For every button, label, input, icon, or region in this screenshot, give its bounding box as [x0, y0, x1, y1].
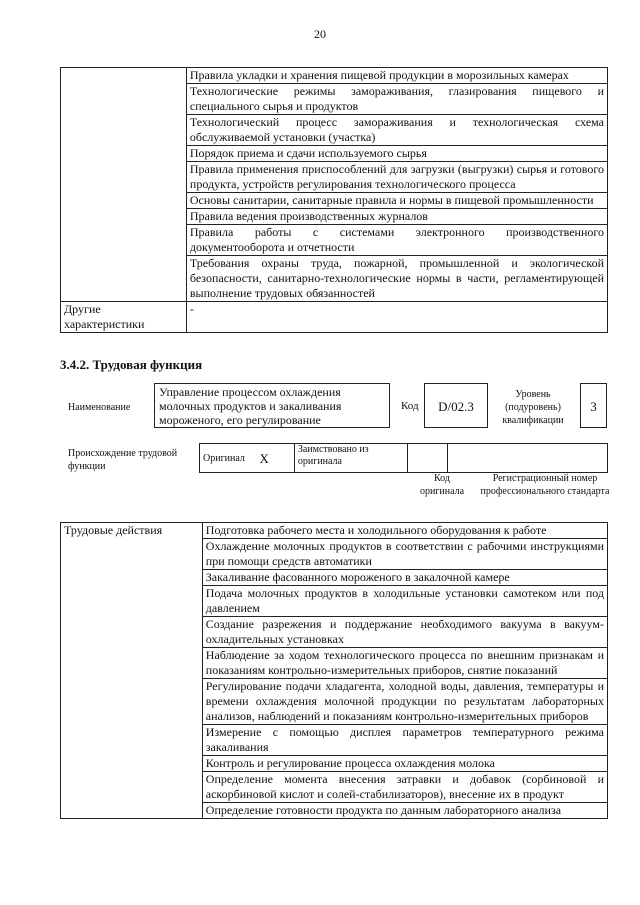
origin-label: Происхождение трудовой функции [68, 448, 178, 472]
other-characteristics-label: Другие характеристики [61, 302, 187, 333]
table-cell: Охлаждение молочных продуктов в соответствии с рабочими инструкциями при помощи средств автоматики [202, 539, 607, 570]
table-cell: Измерение с помощью дисплея параметров температурного режима закаливания [202, 725, 607, 756]
page-number: 20 [314, 27, 326, 41]
actions-label: Трудовые действия [61, 523, 203, 819]
table-cell: Регулирование подачи хладагента, холодной воды, давления, температуры и времени охлаждения молочной продукции по результатам лабораторных анализов, наблюдений и показаниям контрольно-измерительных приборов [202, 679, 607, 725]
empty-cell [407, 444, 447, 473]
table-cell: Определение момента внесения затравки и добавок (сорбиновой и аскорбиновой кислот и солей-стабилизаторов), внесение их в продукт [202, 772, 607, 803]
table-row [61, 68, 608, 84]
code-label: Код [401, 400, 419, 412]
table-cell: Правила работы с системами электронного производственного документооборота и отчетности [186, 225, 607, 256]
table-cell: Контроль и регулирование процесса охлаждения молока [202, 756, 607, 772]
empty-cell [447, 444, 607, 473]
table-row [61, 523, 608, 539]
table-cell: Требования охраны труда, пожарной, промышленной и экологической безопасности, санитарно-технологические нормы в части, регламентирующей выполнение трудовых обязанностей [186, 256, 607, 302]
borrowed-label: Заимствовано из оригинала [294, 444, 407, 473]
knowledge-table [60, 67, 608, 333]
table-cell: Подача молочных продуктов в холодильные установки самотеком или под давлением [202, 586, 607, 617]
origin-table [199, 443, 608, 473]
empty-label-cell [61, 68, 187, 302]
original-mark: X [256, 444, 294, 473]
table-row [200, 444, 608, 473]
table-cell: Создание разрежения и поддержание необходимого вакуума в вакуум-охладительных установках [202, 617, 607, 648]
code-original-label: Код оригинала [419, 473, 465, 497]
other-characteristics-value: - [186, 302, 607, 333]
table-cell: Определение готовности продукта по данным лабораторного анализа [202, 803, 607, 819]
table-cell: Правила укладки и хранения пищевой продукции в морозильных камерах [186, 68, 607, 84]
table-cell: Технологический процесс замораживания и технологическая схема обслуживаемой установки (участка) [186, 115, 607, 146]
level-value: 3 [580, 383, 607, 428]
table-cell: Подготовка рабочего места и холодильного оборудования к работе [202, 523, 607, 539]
name-value: Управление процессом охлаждения молочных продуктов и закаливания мороженого, его регулирование [159, 385, 342, 427]
original-label: Оригинал [200, 444, 257, 473]
table-cell: Технологические режимы замораживания, глазирования пищевого и специального сырья и продуктов [186, 84, 607, 115]
level-label: Уровень (подуровень) квалификации [502, 389, 564, 426]
table-cell: Правила ведения производственных журналов [186, 209, 607, 225]
table-row [61, 302, 608, 333]
section-title: 3.4.2. Трудовая функция [60, 357, 203, 372]
actions-table [60, 522, 608, 819]
name-label: Наименование [68, 402, 131, 413]
table-cell: Закаливание фасованного мороженого в закалочной камере [202, 570, 607, 586]
reg-number-label: Регистрационный номер профессионального стандарта [480, 473, 610, 497]
name-value-box [154, 383, 390, 428]
table-cell: Правила применения приспособлений для загрузки (выгрузки) сырья и готового продукта, устройств регулирования технологического процесса [186, 162, 607, 193]
table-cell: Наблюдение за ходом технологического процесса по внешним признакам и показаниям контрольно-измерительных приборов, снятие показаний [202, 648, 607, 679]
table-cell: Основы санитарии, санитарные правила и нормы в пищевой промышленности [186, 193, 607, 209]
code-value: D/02.3 [424, 383, 488, 428]
table-cell: Порядок приема и сдачи используемого сырья [186, 146, 607, 162]
